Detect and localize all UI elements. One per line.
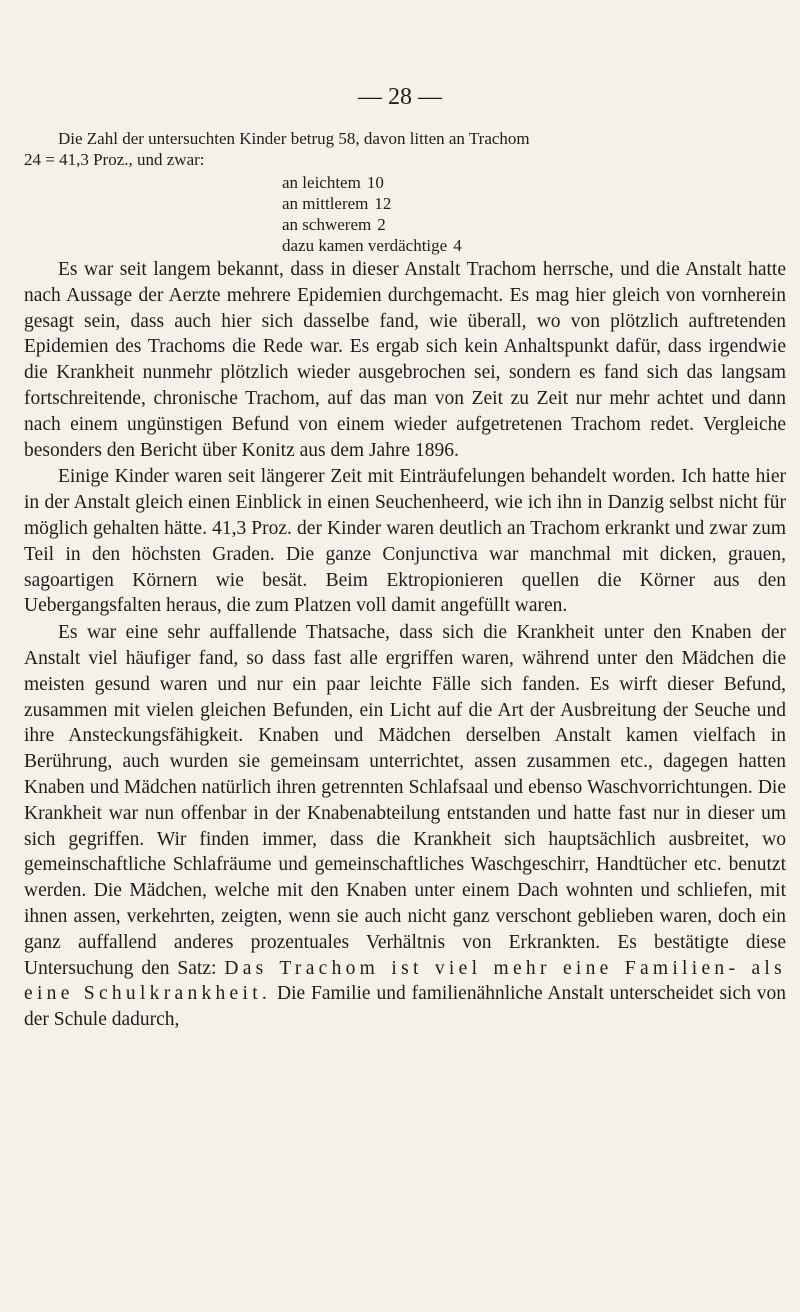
paragraph-1: Es war seit langem bekannt, dass in dieser Anstalt Trachom herrsche, und die Anstalt hatte nach Aussage der Aerzte mehrere Epidemien durchgemacht. Es mag hier gleich von vornherein gesagt sein, dass auch hier sich dasselbe fand, wie überall, wo von plötzlich auftretenden Epidemien des Trachoms die Rede war. Es ergab sich kein Anhaltspunkt dafür, dass irgendwie die Krankheit nunmehr plötzlich wieder ausgebrochen sei, sondern es fand sich das langsam fortschreitende, chronische Trachom, auf das man von Zeit zu Zeit nur mehr achtet und dann nach einem ungünstigen Befund von einem wieder aufgetretenen Trachom redet. Vergleiche besonders den Bericht über Konitz aus dem Jahre 1896. <box>24 259 786 461</box>
severity-list <box>24 172 786 256</box>
severity-count: 10 <box>366 173 384 192</box>
paragraph-2: Einige Kinder waren seit längerer Zeit mit Einträufelungen behandelt worden. Ich hatte hier in der Anstalt gleich einen Einblick in einen Seuchenheerd, wie ich ihn in Danzig selbst nicht für möglich gehalten hätte. 41,3 Proz. der Kinder waren deutlich an Trachom erkrankt und zwar zum Teil in den höchsten Graden. Die ganze Conjunctiva war manchmal mit dicken, grauen, sagoartigen Körnern wie besät. Beim Ektropionieren quellen die Körner aus den Uebergangsfalten heraus, die zum Platzen voll damit angefüllt waren. <box>24 466 786 617</box>
paragraph-3 <box>24 620 786 1033</box>
severity-row-suspicious <box>282 235 786 256</box>
body-text <box>24 128 786 1033</box>
severity-count: 4 <box>453 236 462 255</box>
severity-label: an mittlerem <box>282 194 369 213</box>
intro-text <box>24 128 786 170</box>
severity-label: an schwerem <box>282 215 372 234</box>
severity-row-light <box>282 172 786 193</box>
emphasized-thesis: Das Trachom ist viel mehr eine Familien- als eine Schulkrankheit. <box>24 957 786 1005</box>
severity-label: an leichtem <box>282 173 361 192</box>
severity-count: 12 <box>374 194 392 213</box>
severity-count: 2 <box>377 215 386 234</box>
severity-row-medium <box>282 193 786 214</box>
paragraph-3-tail: Die Familie und familienähnliche Anstalt unterscheidet sich von der Schule dadurch, <box>24 983 786 1031</box>
page-number: — 28 — <box>358 84 442 110</box>
paragraph-3-text: Es war eine sehr auffallende Thatsache, dass sich die Krankheit unter den Knaben der Anstalt viel häufiger fand, so dass fast alle ergriffen waren, während unter den Mädchen die meisten gesund waren und nur ein paar leichte Fälle sich fanden. Es wirft dieser Befund, zusammen mit vielen gleichen Befunden, ein Licht auf die Art der Ausbreitung der Seuche und ihre Ansteckungsfähigkeit. Knaben und Mädchen derselben Anstalt kamen vielfach in Berührung, auch wurden sie gemeinsam unterrichtet, assen zusammen etc., dagegen hatten Knaben und Mädchen natürlich ihren getrennten Schlafsaal und ebenso Waschvorrichtungen. Die Krankheit war nun offenbar in der Knabenabteilung entstanden und hatte fast nur in dieser um sich gegriffen. Wir finden immer, dass die Krankheit sich hauptsächlich ausbreitet, wo gemeinschaftliche Schlafräume und gemeinschaftliches Waschgeschirr, Handtücher etc. benutzt werden. Die Mädchen, welche mit den Knaben unter einem Dach wohnten und schliefen, mit ihnen assen, verkehrten, zeigten, wenn sie auch nicht ganz verschont geblieben waren, doch ein ganz auffallend anderes prozentuales Verhältnis von Erkrankten. Es bestätigte diese Untersuchung den Satz: <box>24 622 786 979</box>
severity-label: dazu kamen verdächtige <box>282 236 448 255</box>
severity-row-heavy <box>282 214 786 235</box>
intro-line-2: 24 = 41,3 Proz., und zwar: <box>24 150 205 169</box>
intro-line-1: Die Zahl der untersuchten Kinder betrug 58, davon litten an Trachom <box>58 129 530 148</box>
